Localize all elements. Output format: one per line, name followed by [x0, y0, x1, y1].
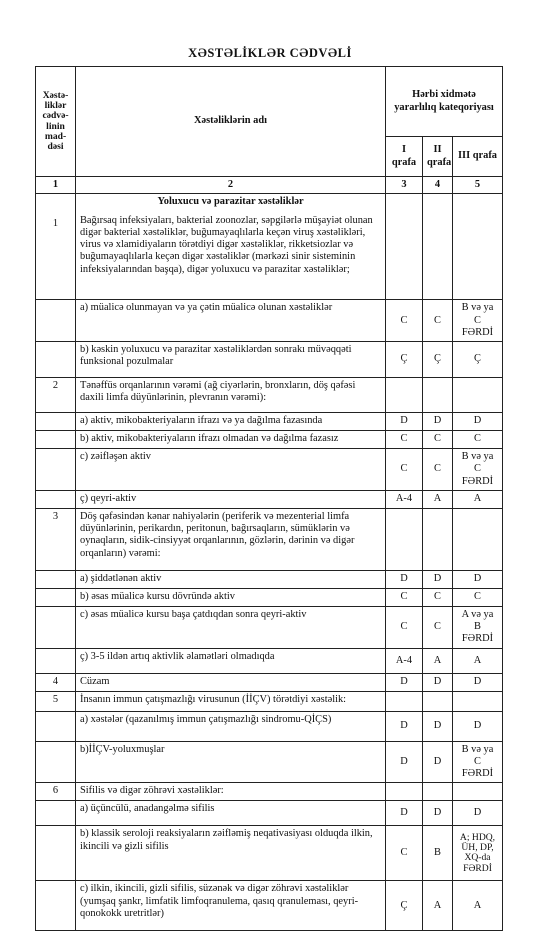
category-graf-2: C — [423, 300, 453, 342]
category-graf-3 — [453, 588, 503, 606]
category-graf-2 — [423, 508, 453, 570]
table-row — [36, 449, 503, 491]
category-value: D — [473, 720, 482, 732]
category-graf-3 — [453, 648, 503, 673]
section-title: Yoluxucu və parazitar xəstəliklər — [157, 196, 304, 208]
article-number — [36, 881, 76, 931]
disease-name: b) aktiv, mikobakteriyaların ifrazı olmadan və dağılma fazasız — [76, 431, 386, 449]
disease-name — [76, 194, 386, 300]
header-graf-2: II qrafa — [423, 137, 453, 177]
table-row — [36, 194, 503, 300]
table-row — [36, 431, 503, 449]
category-graf-3 — [453, 490, 503, 508]
table-row — [36, 508, 503, 570]
category-graf-2: D — [423, 741, 453, 783]
category-graf-3 — [453, 801, 503, 826]
category-graf-1: A-4 — [386, 648, 423, 673]
category-graf-2: C — [423, 606, 453, 648]
category-value: C — [474, 433, 481, 445]
disease-name: b) əsas müalicə kursu dövründə aktiv — [76, 588, 386, 606]
category-graf-2: Ç — [423, 342, 453, 378]
category-graf-3 — [453, 606, 503, 648]
category-graf-3 — [453, 783, 503, 801]
category-graf-2: B — [423, 826, 453, 881]
disease-name: a) aktiv, mikobakteriyaların ifrazı və ya dağılma fazasında — [76, 413, 386, 431]
category-graf-3 — [453, 342, 503, 378]
article-number — [36, 570, 76, 588]
category-graf-2: D — [423, 711, 453, 741]
category-graf-3 — [453, 741, 503, 783]
article-number — [36, 588, 76, 606]
category-graf-1: D — [386, 801, 423, 826]
category-graf-1 — [386, 783, 423, 801]
table-row — [36, 741, 503, 783]
category-value: D — [473, 807, 482, 819]
table-row — [36, 881, 503, 931]
article-number — [36, 431, 76, 449]
category-graf-2 — [423, 378, 453, 413]
article-number — [36, 648, 76, 673]
article-number — [36, 194, 76, 300]
disease-name: Döş qəfəsindən kənar nahiyələrin (periferik və mezenterial limfa düyünlərinin, perikardın, peritonun, bağırsaqların, sümüklərin və oynaqların, sidik-cinsiyyət orqanlarının, gözlərin, dərinin və digər orqanların) vərəmi: — [76, 508, 386, 570]
category-value: A; HDQ, ÜH, DP, XQ-da — [459, 832, 496, 864]
article-number — [36, 490, 76, 508]
category-graf-2 — [423, 783, 453, 801]
category-graf-1: D — [386, 741, 423, 783]
category-graf-1 — [386, 194, 423, 300]
category-graf-1: C — [386, 606, 423, 648]
disease-name: Tənəffüs orqanlarının vərəmi (ağ ciyərlərin, bronxların, döş qəfəsi daxili limfa düyünlərinin, plevranın vərəmi): — [76, 378, 386, 413]
category-graf-3 — [453, 194, 503, 300]
column-number: 2 — [76, 177, 386, 194]
disease-name: c) əsas müalicə kursu başa çatdıqdan sonra qeyri-aktiv — [76, 606, 386, 648]
page-title: XƏSTƏLİKLƏR CƏDVƏLİ — [188, 46, 352, 60]
disease-name: b) klassik seroloji reaksiyaların zəifləmiş neqativasiyası olduqda ilkin, ikincili və gizli sifilis — [76, 826, 386, 881]
category-graf-3 — [453, 431, 503, 449]
table-row — [36, 783, 503, 801]
table-row — [36, 490, 503, 508]
category-graf-1: C — [386, 300, 423, 342]
article-number: 4 — [36, 673, 76, 691]
category-value: A — [473, 654, 482, 666]
category-value: B və ya C — [461, 743, 494, 767]
category-graf-1: D — [386, 570, 423, 588]
disease-name: Sifilis və digər zöhrəvi xəstəliklər: — [76, 783, 386, 801]
category-value: Ç — [474, 353, 481, 365]
category-graf-3 — [453, 691, 503, 711]
category-graf-2: D — [423, 801, 453, 826]
category-graf-3 — [453, 826, 503, 881]
category-graf-2: D — [423, 413, 453, 431]
category-graf-3 — [453, 711, 503, 741]
column-number: 1 — [36, 177, 76, 194]
table-row — [36, 673, 503, 691]
category-graf-3 — [453, 300, 503, 342]
category-graf-3 — [453, 449, 503, 491]
category-graf-3 — [453, 881, 503, 931]
header-graf-1: I qrafa — [386, 137, 423, 177]
category-value: A və ya B — [461, 608, 494, 633]
category-graf-1: C — [386, 431, 423, 449]
category-graf-1: C — [386, 449, 423, 491]
disease-name: a) xəstələr (qazanılmış immun çatışmazlığı sindromu-QİÇS) — [76, 711, 386, 741]
category-graf-1 — [386, 691, 423, 711]
article-number — [36, 606, 76, 648]
disease-name: b) kəskin yoluxucu və parazitar xəstəliklərdən sonrakı müvəqqəti funksional pozulmalar — [76, 342, 386, 378]
article-number — [36, 711, 76, 741]
article-number: 6 — [36, 783, 76, 801]
column-number: 3 — [386, 177, 423, 194]
article-number: 3 — [36, 508, 76, 570]
category-graf-2: C — [423, 449, 453, 491]
table-row — [36, 606, 503, 648]
category-value: B və ya C — [461, 302, 494, 326]
category-graf-2: A — [423, 490, 453, 508]
article-number: 5 — [36, 691, 76, 711]
table-row — [36, 570, 503, 588]
article-number — [36, 342, 76, 378]
category-graf-2: D — [423, 570, 453, 588]
article-number — [36, 826, 76, 881]
category-graf-2: C — [423, 431, 453, 449]
table-row — [36, 378, 503, 413]
category-graf-1: C — [386, 588, 423, 606]
article-number: 2 — [36, 378, 76, 413]
article-number — [36, 801, 76, 826]
disease-name: b)İİÇV-yoluxmuşlar — [76, 741, 386, 783]
table-row — [36, 648, 503, 673]
disease-name: a) şiddətlənən aktiv — [76, 570, 386, 588]
category-graf-3 — [453, 413, 503, 431]
article-number — [36, 300, 76, 342]
category-value: B və ya C — [461, 451, 494, 475]
category-value: D — [473, 676, 482, 688]
header-disease-name: Xəstəliklərin adı — [76, 67, 386, 177]
ferdi-note: FƏRDİ — [461, 475, 494, 487]
category-value: D — [473, 415, 482, 427]
disease-name: İnsanın immun çatışmazlığı virusunun (İİÇV) törətdiyi xəstəlik: — [76, 691, 386, 711]
table-row — [36, 691, 503, 711]
disease-name: ç) 3-5 ildən artıq aktivlik əlamətləri olmadıqda — [76, 648, 386, 673]
category-graf-1: C — [386, 826, 423, 881]
disease-name: ç) qeyri-aktiv — [76, 490, 386, 508]
category-graf-2 — [423, 194, 453, 300]
table-row — [36, 413, 503, 431]
header-graf-3: III qrafa — [453, 137, 503, 177]
category-graf-1 — [386, 508, 423, 570]
disease-name: a) müalicə olunmayan və ya çətin müalicə olunan xəstəliklər — [76, 300, 386, 342]
ferdi-note: FƏRDİ — [463, 862, 492, 874]
category-graf-2 — [423, 691, 453, 711]
category-value: A — [473, 899, 482, 911]
category-graf-2: D — [423, 673, 453, 691]
category-graf-3 — [453, 673, 503, 691]
category-graf-1: D — [386, 673, 423, 691]
header-fitness-category: Hərbi xidmətə yararlılıq kateqoriyası — [386, 67, 503, 137]
disease-text: Bağırsaq infeksiyaları, bakterial zoonozlar, səpgilərlə müşayiət olunan digər bakterial xəstəliklər, buğumayaqlılarla keçən viruş xəstəlikləri, virus və xlamidiyaların törətdiyi digər xəstəliklər, rikketsiozlar və buğumayaqlılarla keçən digər xəstəliklər (mərkəzi sinir sisteminin infeksiyalarından başqa), digər yoluxucu və parazitar xəstəliklər; — [80, 214, 373, 275]
category-graf-1: D — [386, 711, 423, 741]
category-graf-3 — [453, 570, 503, 588]
category-graf-2: A — [423, 648, 453, 673]
category-graf-3 — [453, 508, 503, 570]
header-row — [36, 67, 503, 137]
article-number — [36, 449, 76, 491]
category-graf-3 — [453, 378, 503, 413]
table-row — [36, 801, 503, 826]
column-number: 4 — [423, 177, 453, 194]
table-row — [36, 826, 503, 881]
category-graf-2: A — [423, 881, 453, 931]
table-row — [36, 300, 503, 342]
category-graf-1: Ç — [386, 881, 423, 931]
column-number-row — [36, 177, 503, 194]
disease-name: c) zəifləşən aktiv — [76, 449, 386, 491]
article-number — [36, 413, 76, 431]
article-number — [36, 741, 76, 783]
ferdi-note: FƏRDİ — [461, 633, 494, 645]
disease-name: a) üçüncülü, anadangəlmə sifilis — [76, 801, 386, 826]
category-value: C — [474, 591, 481, 603]
header-article-number: Xəstə-liklər cədvə-linin mad-dəsi — [36, 67, 76, 177]
table-row — [36, 588, 503, 606]
table-body — [36, 300, 503, 931]
category-value: D — [473, 573, 482, 585]
diseases-table — [35, 66, 503, 931]
table-row — [36, 342, 503, 378]
column-number: 5 — [453, 177, 503, 194]
disease-name: Cüzam — [76, 673, 386, 691]
category-graf-1 — [386, 378, 423, 413]
table-row — [36, 711, 503, 741]
category-graf-1: A-4 — [386, 490, 423, 508]
article-number-value: 1 — [52, 218, 59, 230]
ferdi-note: FƏRDİ — [461, 768, 494, 780]
category-graf-1: Ç — [386, 342, 423, 378]
category-graf-1: D — [386, 413, 423, 431]
disease-name: c) ilkin, ikincili, gizli sifilis, süzənək və digər zöhrəvi xəstəliklər (yumşaq şankr, limfatik limfoqranulema, qasıq qranuleması, qeyri-qonokokk uretritlər) — [76, 881, 386, 931]
ferdi-note: FƏRDİ — [461, 326, 494, 338]
category-graf-2: C — [423, 588, 453, 606]
category-value: A — [473, 493, 482, 505]
